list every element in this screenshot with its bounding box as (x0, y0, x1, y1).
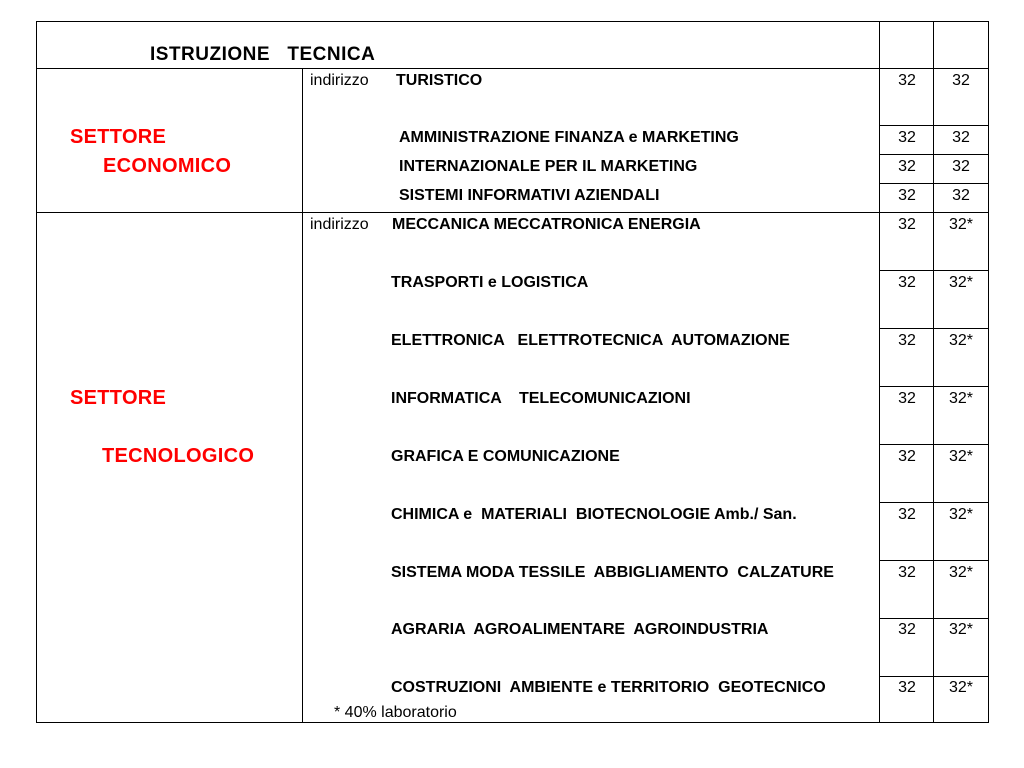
hours-col2: 32* (948, 506, 974, 523)
indirizzo-name: AMMINISTRAZIONE FINANZA e MARKETING (399, 129, 739, 146)
indirizzo-prefix: indirizzo (310, 216, 369, 233)
indirizzo-name: AGRARIA AGROALIMENTARE AGROINDUSTRIA (391, 621, 769, 638)
hours-col1: 32 (898, 332, 916, 349)
hours-col1: 32 (898, 158, 916, 175)
hours-col2: 32* (948, 621, 974, 638)
hours-col2: 32 (952, 158, 970, 175)
indirizzo-name: MECCANICA MECCATRONICA ENERGIA (392, 216, 701, 233)
row-line (879, 328, 989, 329)
row-line (879, 560, 989, 561)
hours-col1: 32 (898, 564, 916, 581)
hours-col2: 32* (948, 564, 974, 581)
hours-col1: 32 (898, 679, 916, 696)
hours-col1: 32 (898, 216, 916, 233)
sector-tecnologico-label-line2: TECNOLOGICO (102, 445, 255, 467)
hours-col1: 32 (898, 506, 916, 523)
row-line (879, 444, 989, 445)
hours-col2: 32* (948, 390, 974, 407)
indirizzo-name: INTERNAZIONALE PER IL MARKETING (399, 158, 698, 175)
hours-col2: 32* (948, 216, 974, 233)
sector-tecnologico-label-line1: SETTORE (70, 387, 167, 409)
sector-economico-label-line2: ECONOMICO (103, 155, 232, 177)
hours-col2: 32 (952, 129, 970, 146)
footnote: * 40% laboratorio (334, 704, 457, 721)
border-left (36, 21, 37, 723)
indirizzo-prefix: indirizzo (310, 72, 369, 89)
indirizzo-name: COSTRUZIONI AMBIENTE e TERRITORIO GEOTECNICO (391, 679, 826, 696)
hours-col1: 32 (898, 621, 916, 638)
indirizzo-name: CHIMICA e MATERIALI BIOTECNOLOGIE Amb./ San. (391, 506, 797, 523)
indirizzo-name: TURISTICO (396, 72, 483, 89)
row-line (879, 618, 989, 619)
hours-col1: 32 (898, 448, 916, 465)
hours-col2: 32* (948, 332, 974, 349)
border-bottom (36, 722, 989, 723)
border-top (36, 21, 989, 22)
indirizzo-name: ELETTRONICA ELETTROTECNICA AUTOMAZIONE (391, 332, 790, 349)
col-sector-separator (302, 68, 303, 723)
page-title: ISTRUZIONE TECNICA (150, 44, 376, 65)
row-line (879, 676, 989, 677)
row-line (879, 183, 989, 184)
row-line (879, 270, 989, 271)
indirizzo-name: TRASPORTI e LOGISTICA (391, 274, 589, 291)
hours-col1: 32 (898, 390, 916, 407)
row-line (879, 386, 989, 387)
row-line (879, 502, 989, 503)
hours-col1: 32 (898, 129, 916, 146)
hours-col2: 32* (948, 448, 974, 465)
indirizzo-name: SISTEMI INFORMATIVI AZIENDALI (399, 187, 660, 204)
row-line (879, 125, 989, 126)
section-separator (36, 212, 989, 213)
hours-col2: 32 (952, 187, 970, 204)
hours-col2: 32 (952, 72, 970, 89)
row-line (879, 154, 989, 155)
hours-col1: 32 (898, 187, 916, 204)
indirizzo-name: SISTEMA MODA TESSILE ABBIGLIAMENTO CALZATURE (391, 564, 834, 581)
header-separator (36, 68, 989, 69)
indirizzo-name: GRAFICA E COMUNICAZIONE (391, 448, 620, 465)
hours-col1: 32 (898, 72, 916, 89)
indirizzo-name: INFORMATICA TELECOMUNICAZIONI (391, 390, 691, 407)
hours-col2: 32* (948, 679, 974, 696)
hours-col2: 32* (948, 274, 974, 291)
hours-col1: 32 (898, 274, 916, 291)
sector-economico-label-line1: SETTORE (70, 126, 167, 148)
